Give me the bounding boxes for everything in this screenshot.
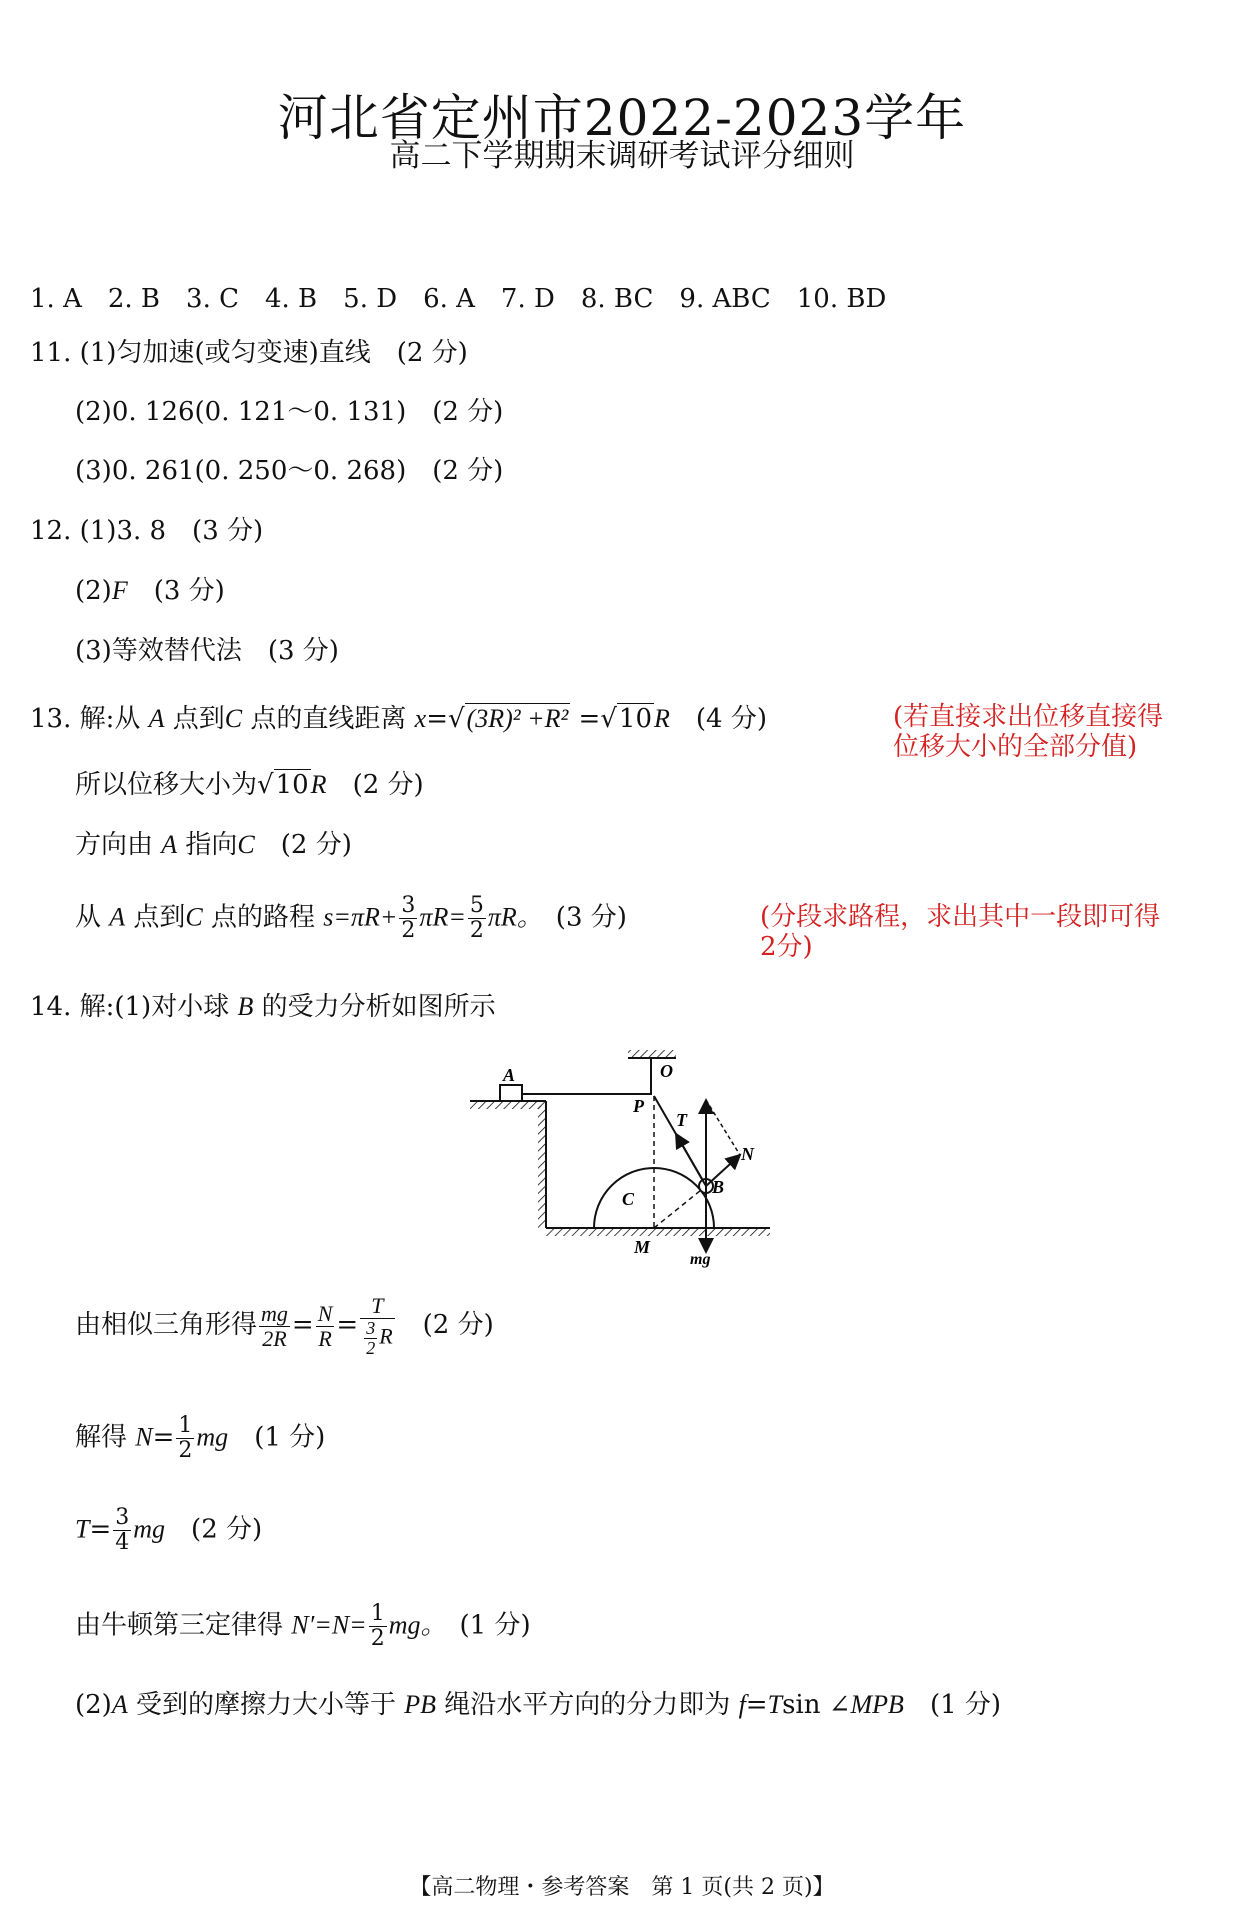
frac-num: 3 bbox=[366, 1318, 376, 1338]
newton-post: mg。 bbox=[388, 1610, 434, 1640]
q13-l4-eq3: πR。 bbox=[487, 902, 530, 932]
frac-num: T bbox=[360, 1294, 394, 1319]
ledge-hatch bbox=[470, 1102, 546, 1109]
q13-var-s: s bbox=[323, 902, 334, 932]
label-mg: mg bbox=[690, 1251, 711, 1268]
force-diagram bbox=[466, 1040, 776, 1280]
p2-mid2: 绳沿水平方向的分力即为 bbox=[436, 1690, 739, 1720]
n-mg: mg bbox=[196, 1422, 229, 1452]
q13-l1-score: (4 分) bbox=[669, 704, 768, 734]
document-title: 河北省定州市2022-2023学年 bbox=[277, 89, 967, 147]
t-mg: mg bbox=[133, 1514, 166, 1544]
q14-l1-post: 的受力分析如图所示 bbox=[253, 992, 496, 1022]
q13-l3-mid: 指向 bbox=[177, 830, 238, 860]
q12-line-3: (3)等效替代法 (3 分) bbox=[75, 636, 339, 666]
sim-pre: 由相似三角形得 bbox=[75, 1310, 258, 1340]
frac-den bbox=[360, 1319, 394, 1358]
q13-line-3 bbox=[75, 828, 352, 862]
q14-ball-b: B bbox=[237, 992, 254, 1021]
n-score: (1 分) bbox=[228, 1422, 326, 1453]
frac-den: 4 bbox=[115, 1530, 130, 1555]
frac-den: R bbox=[318, 1325, 332, 1351]
frac-den: 2 bbox=[178, 1438, 193, 1463]
parallelogram-edge-1 bbox=[706, 1100, 740, 1155]
ceiling-hatch bbox=[628, 1050, 676, 1057]
q12-l2-post: (3 分) bbox=[127, 576, 225, 606]
n-var: N bbox=[135, 1422, 153, 1452]
frac-num: N bbox=[317, 1300, 333, 1326]
q13-l3-pre: 方向由 bbox=[75, 830, 162, 860]
q13-l4-a: A bbox=[109, 902, 126, 932]
q13-l1-eq: =√ bbox=[426, 704, 465, 734]
q13-l1-eq2: =√ bbox=[570, 704, 617, 734]
q12-l2-pre: (2) bbox=[75, 576, 112, 606]
q13-line-4 bbox=[75, 894, 627, 943]
q13-frac-3-2 bbox=[399, 894, 417, 943]
frac-num: 5 bbox=[469, 893, 484, 918]
frac-num: 1 bbox=[370, 1601, 385, 1626]
newton-score: (1 分) bbox=[433, 1610, 531, 1641]
q13-point-c: C bbox=[224, 704, 243, 733]
q13-l4-pre: 从 bbox=[75, 902, 110, 933]
q13-var-r: R bbox=[654, 704, 670, 733]
q13-l4-mid2: 点的路程 bbox=[202, 902, 324, 933]
label-b: B bbox=[712, 1177, 725, 1197]
frac-den: 2R bbox=[262, 1325, 287, 1351]
p2-sin: sin ∠ bbox=[782, 1690, 851, 1720]
block-a bbox=[500, 1085, 522, 1101]
sim-score: (2 分) bbox=[396, 1310, 494, 1340]
p2-f: f bbox=[738, 1690, 746, 1719]
mc-answers: 1. A 2. B 3. C 4. B 5. D 6. A 7. D 8. BC 9. ABC 10. BD bbox=[30, 284, 887, 314]
frac-1-2 bbox=[176, 1414, 194, 1463]
q14-part-2 bbox=[75, 1688, 1001, 1722]
q13-l2-pre: 所以位移大小为√ bbox=[75, 770, 274, 800]
q13-l1-pre: 13. 解:从 bbox=[30, 704, 149, 734]
floor-hatch bbox=[546, 1229, 770, 1236]
q12-l2-var: F bbox=[111, 576, 128, 605]
frac-newton-1-2 bbox=[369, 1602, 387, 1651]
tension-arrow bbox=[676, 1134, 706, 1186]
q13-var-x: x bbox=[414, 704, 427, 733]
q13-radicand-2: 10 bbox=[618, 704, 653, 734]
frac-den: 2 bbox=[469, 918, 484, 943]
q11-line-2: (2)0. 126(0. 121～0. 131) (2 分) bbox=[75, 397, 504, 427]
frac-num: 3 bbox=[401, 893, 416, 918]
frac-num: 3 bbox=[115, 1505, 130, 1530]
q13-radicand-1: (3R)² +R² bbox=[466, 704, 569, 733]
p2-pre: (2) bbox=[75, 1690, 112, 1720]
p2-score: (1 分) bbox=[903, 1690, 1002, 1720]
q11-line-3: (3)0. 261(0. 250～0. 268) (2 分) bbox=[75, 456, 504, 486]
p2-mid: 受到的摩擦力大小等于 bbox=[127, 1690, 405, 1720]
q13-note-2: (分段求路程，求出其中一段即可得 2分) bbox=[760, 902, 1161, 962]
q13-l4-mid1: 点到 bbox=[125, 902, 186, 933]
t-score: (2 分) bbox=[165, 1514, 263, 1545]
q13-l3-a: A bbox=[161, 830, 178, 859]
inner-frac bbox=[364, 1319, 377, 1358]
newton-pre: 由牛顿第三定律得 bbox=[75, 1610, 292, 1641]
frac-mg-2r bbox=[259, 1302, 290, 1351]
q14-l1-pre: 14. 解:(1)对小球 bbox=[30, 992, 238, 1022]
label-t: T bbox=[676, 1110, 687, 1130]
q13-l4-eq1: =πR+ bbox=[333, 902, 398, 932]
label-m: M bbox=[634, 1237, 651, 1257]
q14-similar-triangles bbox=[75, 1294, 494, 1358]
wall-hatch bbox=[538, 1106, 546, 1228]
q13-l4-eq2: πR= bbox=[419, 902, 466, 932]
frac-3-4 bbox=[113, 1506, 131, 1555]
inner-r: R bbox=[379, 1323, 393, 1349]
p2-a: A bbox=[111, 1690, 128, 1719]
q14-newton bbox=[75, 1602, 531, 1651]
t-var: T bbox=[75, 1514, 90, 1544]
p2-t: T bbox=[767, 1690, 783, 1719]
dashed-cb bbox=[654, 1186, 706, 1228]
frac-den: 2 bbox=[401, 918, 416, 943]
label-o: O bbox=[660, 1061, 673, 1081]
p2-mpb: MPB bbox=[850, 1690, 904, 1719]
q14-solve-n bbox=[75, 1414, 325, 1463]
q11-line-1: 11. (1)匀加速(或匀变速)直线 (2 分) bbox=[30, 338, 468, 368]
q13-l4-score: (3 分) bbox=[529, 902, 627, 933]
q13-l3-score: (2 分) bbox=[254, 830, 352, 860]
q14-solve-t bbox=[75, 1506, 262, 1555]
label-a: A bbox=[503, 1065, 516, 1085]
document-subtitle: 高二下学期期末调研考试评分细则 bbox=[389, 138, 855, 174]
q13-l4-c: C bbox=[185, 902, 203, 932]
frac-t-3-2r bbox=[360, 1294, 394, 1358]
q13-l1-mid2: 点的直线距离 bbox=[242, 704, 415, 734]
page-footer: 【高二物理・参考答案 第 1 页(共 2 页)】 bbox=[409, 1875, 835, 1900]
q14-line-1 bbox=[30, 990, 496, 1024]
q12-line-2 bbox=[75, 574, 225, 608]
n-pre: 解得 bbox=[75, 1422, 136, 1453]
q13-l3-c: C bbox=[237, 830, 255, 859]
t-eq: = bbox=[89, 1514, 112, 1545]
newton-var: N′=N= bbox=[291, 1610, 367, 1640]
q13-frac-5-2 bbox=[468, 894, 486, 943]
eq-sign: = bbox=[291, 1310, 314, 1340]
frac-den: 2 bbox=[370, 1626, 385, 1651]
q13-line-1 bbox=[30, 702, 767, 736]
q13-line-2 bbox=[75, 768, 424, 802]
label-p: P bbox=[633, 1096, 644, 1116]
q13-l2-var-r: R bbox=[310, 770, 327, 799]
q12-line-1: 12. (1)3. 8 (3 分) bbox=[30, 516, 264, 546]
label-n: N bbox=[741, 1144, 754, 1164]
p2-pb: PB bbox=[404, 1690, 437, 1719]
n-eq: = bbox=[152, 1422, 175, 1453]
frac-num: mg bbox=[261, 1300, 288, 1326]
q13-point-a: A bbox=[148, 704, 165, 733]
q13-l2-radicand: 10 bbox=[275, 770, 309, 800]
p2-eq: = bbox=[745, 1690, 768, 1720]
q13-l1-mid1: 点到 bbox=[164, 704, 225, 734]
q13-note-1: (若直接求出位移直接得 位移大小的全部分值) bbox=[893, 702, 1164, 762]
frac-num: 1 bbox=[178, 1413, 193, 1438]
q13-l2-score: (2 分) bbox=[326, 770, 424, 800]
frac-n-r bbox=[316, 1302, 335, 1351]
label-c: C bbox=[622, 1189, 635, 1209]
eq-sign: = bbox=[336, 1310, 359, 1340]
frac-den: 2 bbox=[366, 1338, 376, 1358]
